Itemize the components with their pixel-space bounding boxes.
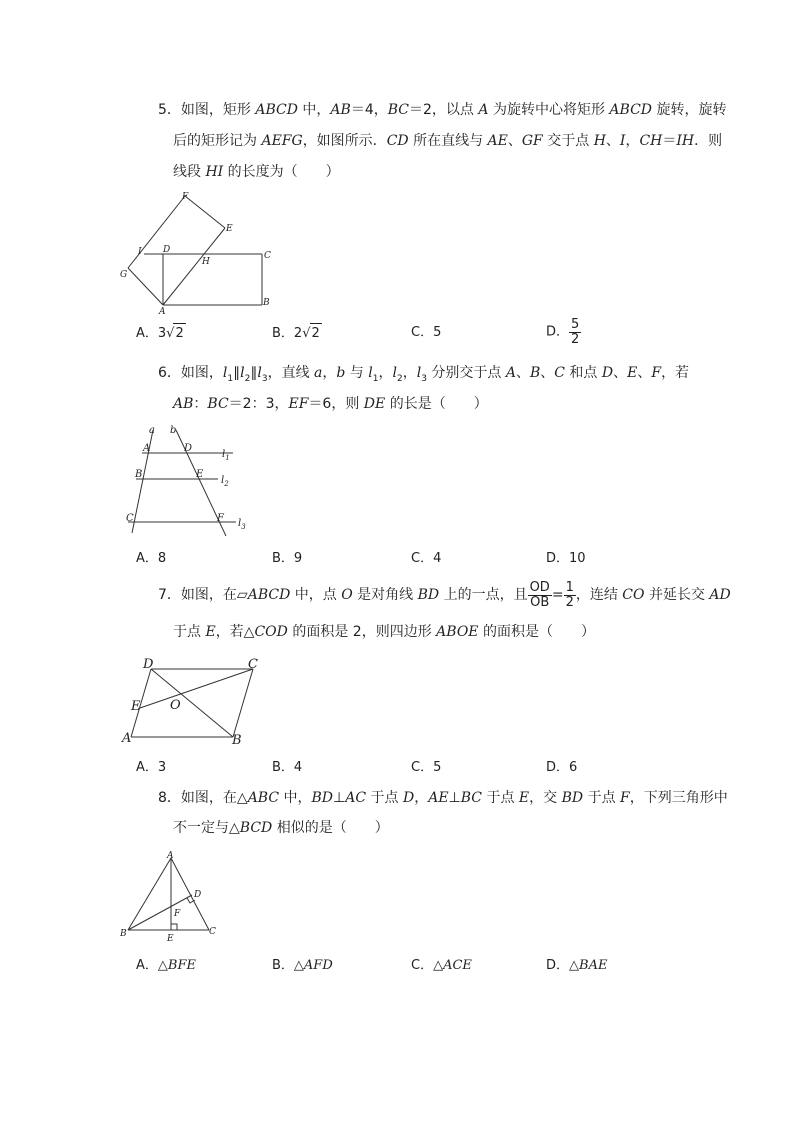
text: ⊥ [448, 790, 461, 806]
text: 和点 [564, 365, 602, 381]
text: 于点 [583, 790, 621, 806]
text: 1 [565, 579, 574, 595]
label-l3 [238, 518, 246, 531]
text: ＝2，以点 [409, 102, 479, 118]
segment-DB [151, 669, 233, 737]
fraction [569, 318, 581, 347]
label-G: G [120, 270, 128, 280]
text: AEFG [261, 133, 303, 149]
text: ⊥ [333, 790, 346, 806]
text: 2 [310, 323, 322, 344]
segment-CA [171, 858, 209, 930]
text: ， [625, 133, 640, 149]
text: A [478, 102, 489, 118]
text: 不一定与△ [173, 820, 240, 836]
q8-figure [116, 848, 226, 944]
text: 2 [396, 373, 403, 384]
q6-line2 [173, 394, 488, 414]
segment-EF [185, 196, 225, 228]
text: AC [345, 790, 367, 806]
text: 与 [345, 365, 369, 381]
right-angle-mark-e [171, 924, 177, 930]
text: ， [322, 365, 337, 381]
label-a: a [149, 425, 155, 436]
q7-figure [118, 652, 268, 748]
segment-CB [233, 669, 253, 737]
text: OD [529, 579, 550, 595]
text: OB [530, 594, 550, 610]
text: H [593, 133, 606, 149]
text: 2 [571, 332, 580, 347]
text: I [619, 133, 626, 149]
text: 线段 [173, 164, 206, 180]
label-B: B [120, 929, 127, 939]
segment-BD [128, 895, 192, 930]
text: = [551, 587, 564, 603]
text: ，若△ [215, 624, 255, 640]
text: 2 [173, 323, 185, 344]
text: ＝6，则 [308, 396, 364, 412]
text: D [601, 365, 614, 381]
label-F: F [182, 192, 189, 202]
text: 、 [507, 133, 522, 149]
text: CD [386, 133, 409, 149]
text: 、 [613, 365, 628, 381]
text: 上的一点，且 [439, 587, 528, 603]
text: C．△ [411, 958, 444, 973]
label-A: A [143, 443, 151, 454]
text: BD [311, 790, 334, 806]
text: l [240, 365, 245, 381]
text: ，交 [529, 790, 562, 806]
text: ABCD [247, 587, 291, 603]
label-A: A [167, 851, 174, 861]
text: C [554, 365, 565, 381]
q6-option-d[interactable]: D．10 [546, 551, 586, 566]
text: D．△ [546, 958, 580, 973]
segment-FG [128, 196, 185, 268]
text: A．3 [136, 326, 167, 341]
text: 的面积是 2，则四边形 [287, 624, 437, 640]
label-A: A [159, 307, 166, 316]
text: 7．如图，在 [158, 587, 237, 603]
text: l [392, 365, 397, 381]
text: COD [254, 624, 288, 640]
text: F [620, 790, 630, 806]
text: 中， [297, 102, 331, 118]
q5-option-b[interactable]: B．2√2 [272, 323, 322, 344]
text: ＝4， [350, 102, 388, 118]
text: 后的矩形记为 [173, 133, 262, 149]
text: 、 [637, 365, 652, 381]
text: ， [414, 790, 429, 806]
label-C: C [209, 927, 216, 937]
text: 5 [571, 317, 580, 332]
text: ∥ [233, 365, 241, 381]
label-H: H [202, 257, 210, 267]
text: l [238, 518, 242, 529]
text: 1 [227, 373, 234, 384]
text: BC [460, 790, 483, 806]
q7-line1 [158, 578, 731, 612]
label-F: F [174, 909, 181, 919]
text: E [205, 624, 216, 640]
text: AD [709, 587, 731, 603]
q8-line2 [173, 818, 389, 838]
text: 是对角线 [352, 587, 418, 603]
text: 于点 [482, 790, 519, 806]
segment-GA [128, 268, 163, 305]
label-F: F [217, 513, 224, 524]
text: EF [288, 396, 309, 412]
label-D: D [143, 657, 154, 672]
label-I: I [138, 247, 142, 257]
text: 2 [244, 373, 251, 384]
q5-option-a[interactable]: A．3√2 [136, 323, 186, 344]
text: 交于点 [542, 133, 594, 149]
text: B．△ [272, 958, 304, 973]
text: 5．如图，矩形 [158, 102, 256, 118]
text: A [505, 365, 516, 381]
label-C: C [248, 657, 258, 672]
q5-line1 [158, 100, 726, 120]
text: BFE [167, 958, 196, 973]
label-D: D [184, 443, 193, 454]
q6-option-a[interactable]: A．8 [136, 551, 167, 566]
segment-AB [128, 858, 171, 930]
text: AFD [303, 958, 333, 973]
text: B．2 [272, 326, 303, 341]
q6-figure [118, 420, 258, 542]
q7-option-c[interactable]: C．5 [411, 760, 442, 775]
label-l1 [222, 449, 230, 462]
text: E [518, 790, 530, 806]
text: 1 [225, 454, 230, 462]
text: 、 [515, 365, 530, 381]
text: IH [676, 133, 695, 149]
label-D: D [194, 890, 202, 900]
text: 3 [421, 373, 427, 384]
text: l [222, 365, 228, 381]
q5-option-c[interactable]: C．5 [411, 325, 442, 340]
text: ．则 [694, 133, 723, 149]
text: 的面积是（ ） [478, 624, 595, 640]
text: BD [561, 790, 584, 806]
text: BC [207, 396, 229, 412]
text: AE [487, 133, 508, 149]
text: GF [521, 133, 543, 149]
fraction-od-ob [528, 581, 552, 610]
segment-CE [140, 669, 253, 708]
text: 于点 [173, 624, 206, 640]
text: 8．如图，在△ [158, 790, 248, 806]
q7-option-a[interactable]: A．3 [136, 760, 167, 775]
text: ，如图所示． [302, 133, 387, 149]
text: AB [173, 396, 194, 412]
label-C: C [126, 513, 134, 524]
label-C: C [264, 251, 271, 261]
label-E: E [196, 469, 204, 480]
text: l [368, 365, 373, 381]
text: O [341, 587, 353, 603]
q5-line3 [173, 162, 340, 182]
text: CO [622, 587, 645, 603]
label-B: B [232, 733, 242, 748]
text: 相似的是（ ） [272, 820, 389, 836]
text: ∥ [250, 365, 258, 381]
text: 6．如图， [158, 365, 223, 381]
text: 的长是（ ） [385, 396, 488, 412]
text: BC [387, 102, 410, 118]
text: ▱ [236, 587, 248, 603]
text: l [257, 365, 262, 381]
label-D: D [163, 245, 171, 255]
fraction-one-half [564, 581, 576, 610]
text: ，下列三角形中 [629, 790, 728, 806]
text: DE [363, 396, 386, 412]
text: 中， [279, 790, 312, 806]
text: HI [205, 164, 224, 180]
text: ，若 [661, 365, 690, 381]
text: AE [428, 790, 449, 806]
text: 旋转，旋转 [652, 102, 727, 118]
label-l2 [221, 475, 229, 488]
text: 、 [605, 133, 620, 149]
text: 为旋转中心将矩形 [488, 102, 610, 118]
label-E: E [167, 934, 174, 944]
text: B [529, 365, 541, 381]
text: CH [639, 133, 663, 149]
text: ACE [443, 958, 472, 973]
text: 并延长交 [644, 587, 710, 603]
label-A: A [122, 731, 132, 746]
q8-line1 [158, 788, 728, 808]
text: l [221, 475, 225, 486]
label-b: b [170, 425, 177, 436]
text: 2 [565, 594, 574, 610]
text: F [651, 365, 662, 381]
text: 1 [372, 373, 379, 384]
text: ， [402, 365, 417, 381]
text: 3 [261, 373, 268, 384]
label-B: B [263, 298, 270, 308]
text: 所在直线与 [408, 133, 488, 149]
text: E [627, 365, 638, 381]
q7-line2 [173, 622, 595, 642]
text: BAE [579, 958, 608, 973]
text: ABCD [255, 102, 298, 118]
text: BCD [239, 820, 273, 836]
text: ABOE [436, 624, 479, 640]
q6-option-b[interactable]: B．9 [272, 551, 303, 566]
text: ABCD [609, 102, 653, 118]
text: ＝2：3， [228, 396, 289, 412]
q5-figure [115, 188, 285, 316]
q5-line2 [173, 131, 722, 151]
q7-option-b[interactable]: B．4 [272, 760, 303, 775]
text: D． [546, 324, 570, 340]
label-E: E [131, 699, 141, 714]
text: ABC [247, 790, 280, 806]
text: ，直线 [267, 365, 315, 381]
text: 于点 [366, 790, 403, 806]
text: a [314, 365, 323, 381]
label-E: E [226, 224, 233, 234]
text: ： [193, 396, 208, 412]
q8-option-a[interactable] [136, 956, 196, 976]
label-O: O [170, 698, 181, 713]
text: l [416, 365, 422, 381]
text: ＝ [662, 133, 677, 149]
q6-option-c[interactable]: C．4 [411, 551, 442, 566]
text: b [336, 365, 346, 381]
text: 分别交于点 [426, 365, 506, 381]
text: BD [417, 587, 440, 603]
text: 中，点 [290, 587, 342, 603]
text: A．△ [136, 958, 168, 973]
q8-option-c[interactable] [411, 956, 472, 976]
q5-option-d[interactable] [546, 318, 581, 347]
q7-option-d[interactable]: D．6 [546, 760, 578, 775]
text: ， [378, 365, 393, 381]
text: 2 [224, 480, 229, 488]
text: D [402, 790, 415, 806]
text: 的长度为（ ） [223, 164, 340, 180]
q6-line1 [158, 363, 689, 389]
q8-option-d[interactable] [546, 956, 607, 976]
label-B: B [135, 469, 143, 480]
text: ，连结 [575, 587, 623, 603]
segment-AE [163, 228, 225, 305]
text: 3 [241, 523, 246, 531]
text: l [222, 449, 226, 460]
text: 、 [540, 365, 555, 381]
text: AB [330, 102, 351, 118]
q8-option-b[interactable] [272, 956, 333, 976]
